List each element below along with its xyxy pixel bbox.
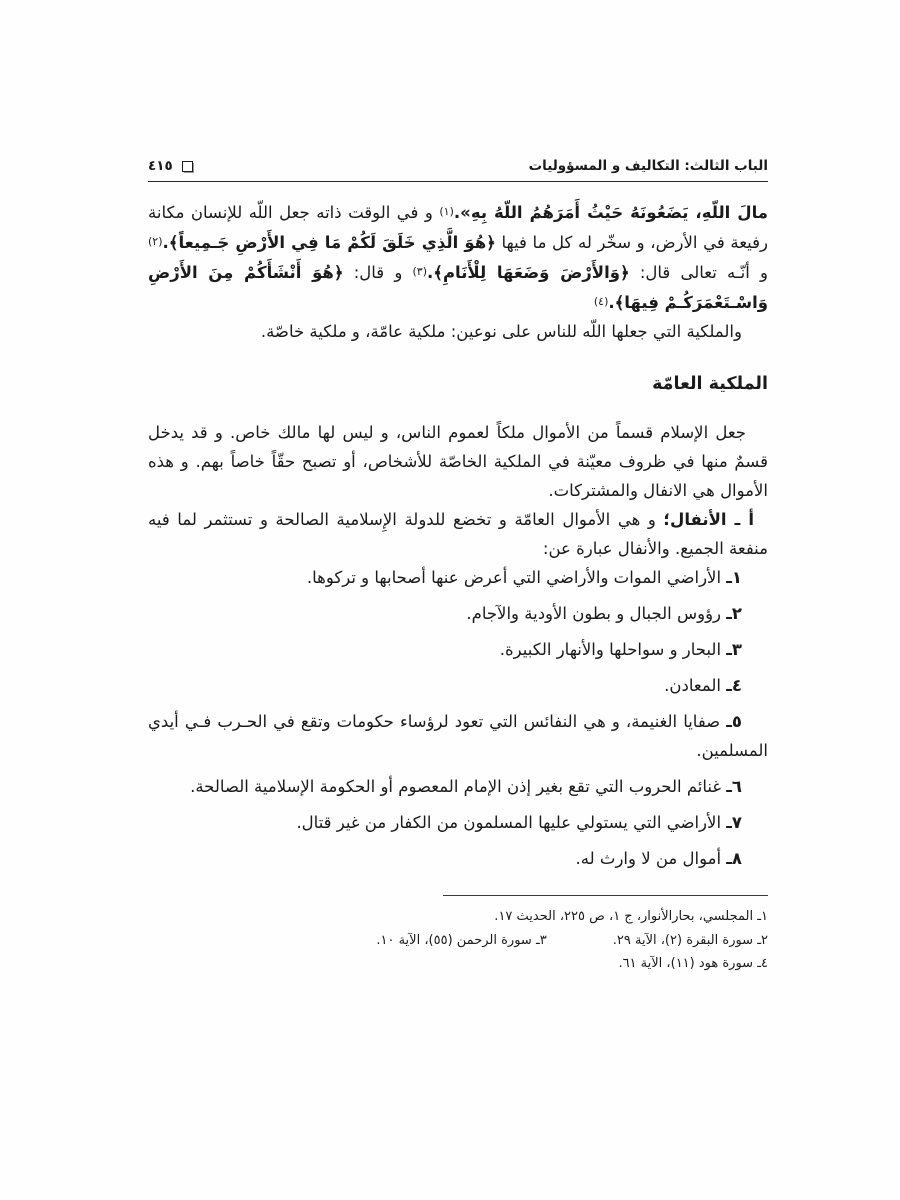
anfal-list-item <box>148 707 768 765</box>
anfal-list-item <box>148 671 768 700</box>
anfal-list-item <box>148 772 768 801</box>
footnote-marker-1: (١) <box>439 205 454 218</box>
page-header <box>148 158 768 182</box>
chapter-title: الباب الثالث: التكاليف و المسؤوليات <box>528 158 768 174</box>
item-text: المعادن. <box>664 676 722 695</box>
page-sheet <box>148 158 768 976</box>
item-text: أموال من لا وارث له. <box>575 849 722 868</box>
page-body <box>148 197 768 873</box>
item-number: ٧ـ <box>726 813 742 832</box>
quran-verse-3: ﴿هُوَ أَنْشَأَكُمْ مِنَ الأَرْضِ وَاسْـتَعْمَرَكُـمْ فِيهَا﴾. <box>148 263 768 312</box>
body-text: و أنّـه تعالى قال: <box>629 263 769 282</box>
body-text: و في الوقت ذاته جعل اللّه للإنسان مكانة رفيعة في الأرض، و سخّر له كل ما فيها <box>148 203 769 252</box>
public-ownership-intro-paragraph: جعل الإسلام قسماً من الأموال ملكاً لعموم الناس، و ليس لها مالك خاص. و قد يدخل قسمٌ منها في ظروف معيّنة في الملكية الخاصّة للأشخاص، أو تصبح حقّاً خاصاً بهم. و هذه الأموال هي الانفال والمشتركات. <box>148 423 768 500</box>
footnote-1: ١ـ المجلسي، بحارالأنوار، ج ١، ص ٢٢٥، الحديث ١٧. <box>494 909 768 924</box>
item-text: الأراضي التي يستولي عليها المسلمون من الكفار من غير قتال. <box>296 813 722 832</box>
anfal-list-item <box>148 844 768 873</box>
anfal-list-item <box>148 635 768 664</box>
item-number: ٤ـ <box>726 676 742 695</box>
footnote-3: ٣ـ سورة الرحمن (٥٥)، الآية ١٠. <box>376 932 547 948</box>
footnote-marker-3: (٣) <box>412 265 428 278</box>
item-number: ٨ـ <box>726 849 742 868</box>
footnote-divider <box>443 895 768 896</box>
anfal-lead-label: أ ـ الأنفال؛ <box>663 510 754 529</box>
anfal-list-item <box>148 808 768 837</box>
square-bullet-icon <box>182 161 193 172</box>
item-number: ١ـ <box>726 568 742 587</box>
page-number-block <box>148 158 193 174</box>
footnote-2: ٢ـ سورة البقرة (٢)، الآية ٢٩. <box>612 932 768 948</box>
item-text: غنائم الحروب التي تقع بغير إذن الإمام المعصوم أو الحكومة الإسلامية الصالحة. <box>190 777 722 796</box>
footnote-row <box>148 929 768 953</box>
anfal-list <box>148 563 768 873</box>
footnotes-section <box>148 895 768 976</box>
item-number: ٣ـ <box>726 640 742 659</box>
opening-paragraph <box>148 197 768 317</box>
hadith-quote-end: مالَ اللّهِ، يَضَعُونَهُ حَيْثُ أَمَرَهُمُ اللّهُ بِهِ». <box>453 203 769 222</box>
quran-verse-2: ﴿وَالأَرْضَ وَضَعَهَا لِلْأَنَامِ﴾. <box>427 263 630 282</box>
anfal-definition-text: و هي الأموال العامّة و تخضع للدولة الإِسلامية الصالحة و تستثمر لما فيه منفعة الجميع. والأنفال عبارة عن: <box>148 510 768 558</box>
section-heading-public-ownership: الملكية العامّة <box>652 374 768 394</box>
footnote-marker-2: (٢) <box>148 235 163 248</box>
anfal-list-item <box>148 563 768 592</box>
quran-verse-1: ﴿هُوَ الَّذِي خَلَقَ لَكُمْ مَا فِي الأَرْضِ جَـمِيعاً﴾. <box>162 233 496 252</box>
body-text: و قال: <box>343 263 413 282</box>
anfal-definition-paragraph <box>148 505 768 563</box>
item-text: صفايا الغنيمة، و هي النفائس التي تعود لرؤساء حكومات وتقع في الحـرب فـي أيدي المسلمين. <box>148 712 768 760</box>
footnote-marker-4: (٤) <box>593 295 609 308</box>
footnote-4: ٤ـ سورة هود (١١)، الآية ٦١. <box>618 956 768 971</box>
item-text: البحار و سواحلها والأنهار الكبيرة. <box>499 640 722 659</box>
ownership-types-paragraph: والملكية التي جعلها اللّه للناس على نوعين: ملكية عامّة، و ملكية خاصّة. <box>260 322 742 341</box>
anfal-list-item <box>148 599 768 628</box>
page-number: ٤١٥ <box>148 158 173 174</box>
item-text: الأراضي الموات والأراضي التي أعرض عنها أصحابها و تركوها. <box>306 568 722 587</box>
item-number: ٦ـ <box>726 777 742 796</box>
item-number: ٥ـ <box>726 712 742 731</box>
item-text: رؤوس الجبال و بطون الأودية والآجام. <box>466 604 722 623</box>
item-number: ٢ـ <box>726 604 742 623</box>
